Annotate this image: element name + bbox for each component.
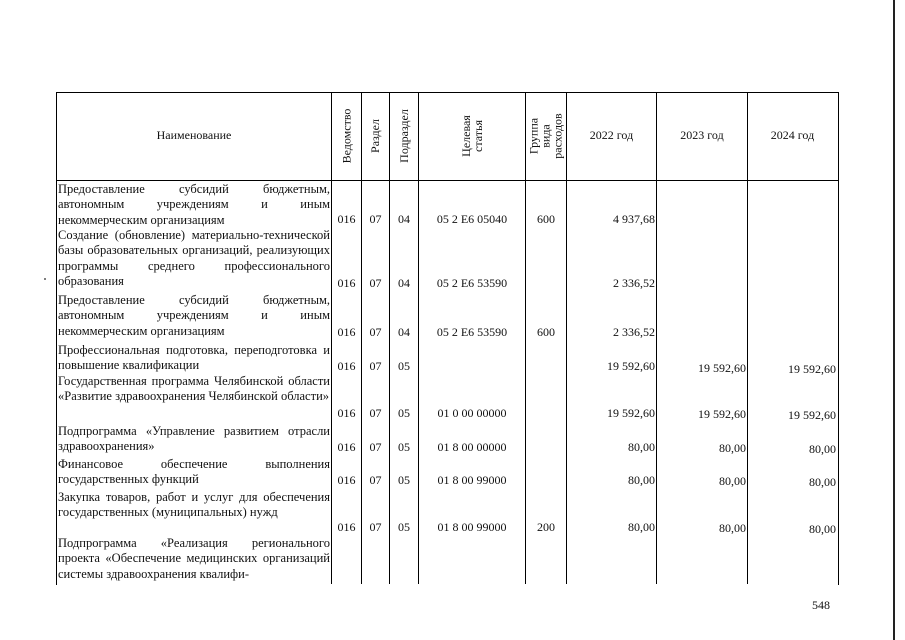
row-name: Подпрограмма «Реализация регионального проекта «Обеспечение медицинских организаций системы здравоохранения квалифи- bbox=[58, 536, 330, 581]
row-subsection: 05 bbox=[398, 359, 410, 373]
header-department-label: Ведомство bbox=[339, 108, 354, 164]
row-subsection: 04 bbox=[398, 325, 410, 339]
header-rule bbox=[56, 180, 838, 181]
row-value-2022: 2 336,52 bbox=[613, 325, 655, 339]
row-subsection: 05 bbox=[398, 406, 410, 420]
row-name: Подпрограмма «Управление развитием отрасли здравоохранения» bbox=[58, 424, 330, 454]
row-value-2022: 2 336,52 bbox=[613, 276, 655, 290]
row-value-2024: 19 592,60 bbox=[788, 362, 836, 376]
row-value-2023: 80,00 bbox=[719, 521, 746, 535]
row-subsection: 04 bbox=[398, 212, 410, 226]
row-subsection: 04 bbox=[398, 276, 410, 290]
row-section: 07 bbox=[369, 276, 382, 290]
header-subsection-label: Подраздел bbox=[396, 109, 411, 163]
row-subsection: 05 bbox=[398, 440, 410, 454]
row-expense-group: 200 bbox=[537, 520, 555, 534]
page-number: 548 bbox=[812, 598, 830, 612]
row-section: 07 bbox=[369, 440, 382, 454]
col-divider bbox=[656, 92, 657, 584]
row-value-2024: 19 592,60 bbox=[788, 408, 836, 422]
row-section: 07 bbox=[369, 212, 382, 226]
row-target-item: 05 2 E6 53590 bbox=[436, 276, 508, 290]
row-section: 07 bbox=[369, 406, 382, 420]
col-divider bbox=[747, 92, 748, 584]
row-target-item: 01 8 00 99000 bbox=[437, 473, 507, 487]
row-department: 016 bbox=[337, 440, 356, 454]
row-subsection: 05 bbox=[398, 520, 410, 534]
row-department: 016 bbox=[337, 325, 356, 339]
header-department bbox=[331, 92, 361, 180]
row-department: 016 bbox=[337, 406, 356, 420]
header-2024: 2024 год bbox=[770, 128, 815, 142]
row-value-2024: 80,00 bbox=[809, 442, 836, 456]
row-value-2023: 80,00 bbox=[719, 474, 746, 488]
row-value-2023: 80,00 bbox=[719, 441, 746, 455]
scan-page-edge bbox=[893, 0, 895, 640]
row-department: 016 bbox=[337, 359, 356, 373]
header-expense-group bbox=[525, 92, 566, 180]
row-value-2024: 80,00 bbox=[809, 475, 836, 489]
row-name: Создание (обновление) материально-технической базы образовательных организаций, реализующих программы среднего профессионального образования bbox=[58, 228, 330, 289]
row-value-2023: 19 592,60 bbox=[698, 407, 746, 421]
row-target-item: 01 8 00 99000 bbox=[437, 520, 507, 534]
row-department: 016 bbox=[337, 520, 356, 534]
scan-speck bbox=[44, 278, 46, 280]
row-value-2022: 80,00 bbox=[628, 473, 655, 487]
row-section: 07 bbox=[369, 325, 382, 339]
row-name: Закупка товаров, работ и услуг для обеспечения государственных (муниципальных) нужд bbox=[58, 490, 330, 520]
header-section bbox=[361, 92, 389, 180]
header-2022: 2022 год bbox=[589, 128, 634, 142]
row-target-item: 05 2 E6 05040 bbox=[436, 212, 508, 226]
row-value-2022: 19 592,60 bbox=[607, 406, 655, 420]
row-target-item: 01 0 00 00000 bbox=[437, 406, 507, 420]
row-section: 07 bbox=[369, 473, 382, 487]
header-name: Наименование bbox=[156, 128, 232, 142]
row-name: Предоставление субсидий бюджетным, автономным учреждениям и иным некоммерческим организациям bbox=[58, 293, 330, 338]
row-name: Предоставление субсидий бюджетным, автономным учреждениям и иным некоммерческим организациям bbox=[58, 182, 330, 227]
header-target-item bbox=[418, 92, 525, 180]
row-value-2023: 19 592,60 bbox=[698, 361, 746, 375]
row-value-2022: 19 592,60 bbox=[607, 359, 655, 373]
row-expense-group: 600 bbox=[537, 212, 555, 226]
row-expense-group: 600 bbox=[537, 325, 555, 339]
row-name: Профессиональная подготовка, переподготовка и повышение квалификации bbox=[58, 343, 330, 373]
row-value-2022: 4 937,68 bbox=[613, 212, 655, 226]
header-target-item-label: Целевая статья bbox=[458, 115, 485, 157]
row-department: 016 bbox=[337, 276, 356, 290]
row-target-item: 01 8 00 00000 bbox=[437, 440, 507, 454]
row-section: 07 bbox=[369, 359, 382, 373]
row-department: 016 bbox=[337, 212, 356, 226]
header-subsection bbox=[389, 92, 418, 180]
row-value-2022: 80,00 bbox=[628, 520, 655, 534]
row-value-2024: 80,00 bbox=[809, 522, 836, 536]
row-section: 07 bbox=[369, 520, 382, 534]
header-section-label: Раздел bbox=[368, 119, 383, 153]
header-expense-group-label: Группа вида расходов bbox=[526, 113, 565, 159]
row-value-2022: 80,00 bbox=[628, 440, 655, 454]
row-subsection: 05 bbox=[398, 473, 410, 487]
row-department: 016 bbox=[337, 473, 356, 487]
row-name: Финансовое обеспечение выполнения государственных функций bbox=[58, 457, 330, 487]
header-2023: 2023 год bbox=[680, 128, 724, 142]
row-name: Государственная программа Челябинской области «Развитие здравоохранения Челябинской области» bbox=[58, 374, 330, 404]
row-target-item: 05 2 E6 53590 bbox=[436, 325, 508, 339]
